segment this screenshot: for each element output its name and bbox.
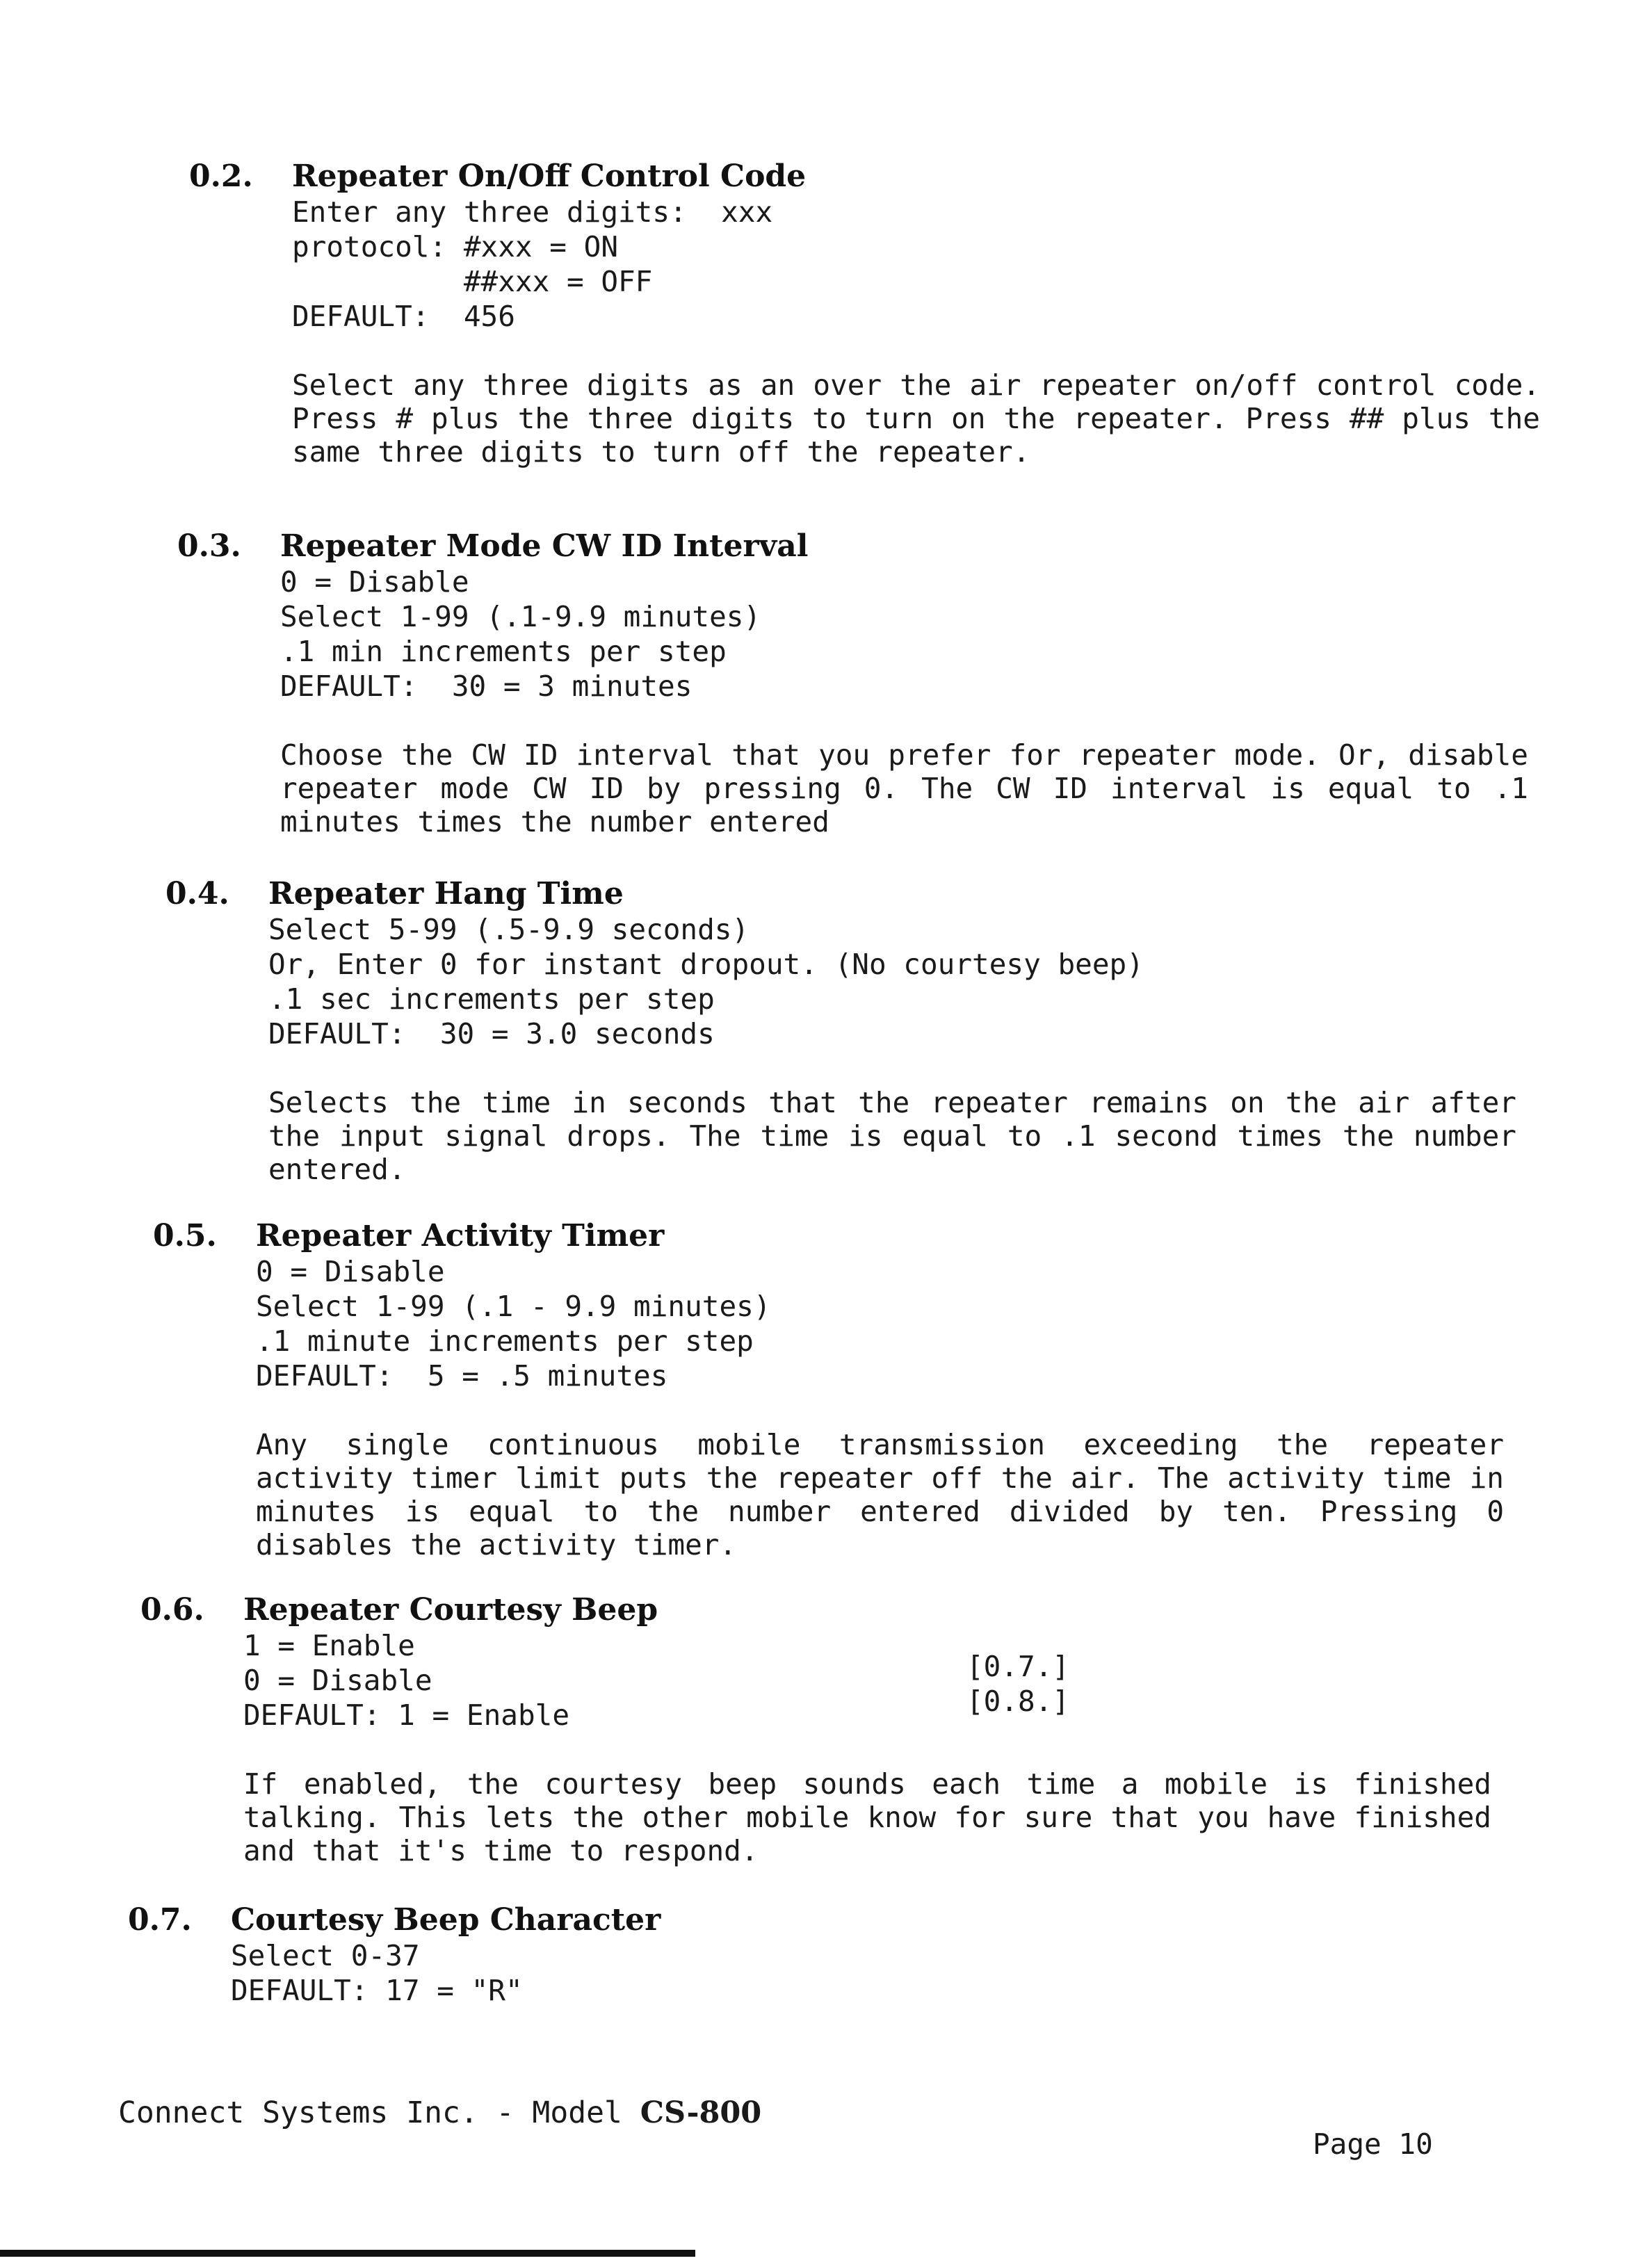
- section-heading: [165, 876, 1521, 912]
- setting-line: Select 1-99 (.1 - 9.9 minutes): [256, 1290, 771, 1323]
- setting-line: .1 min increments per step: [280, 635, 727, 668]
- section-description: If enabled, the courtesy beep sounds each time a mobile is finished talking. This lets the other mobile know for sure that you have finished and that it's time to respond.: [243, 1767, 1491, 1867]
- section-0-7: [128, 1902, 1484, 2008]
- setting-line: .1 minute increments per step: [256, 1324, 754, 1358]
- section-number: 0.6.: [140, 1592, 204, 1628]
- section-title: Repeater Courtesy Beep: [243, 1592, 658, 1628]
- setting-line: Select 1-99 (.1-9.9 minutes): [280, 600, 761, 633]
- default-line: DEFAULT: 1 = Enable: [243, 1698, 569, 1732]
- section-title: Repeater Hang Time: [268, 876, 624, 911]
- default-line: DEFAULT: 17 = "R": [231, 1974, 523, 2007]
- section-description: Any single continuous mobile transmission exceeding the repeater activity timer limit puts the repeater off the air. The activity time in minutes is equal to the number entered divided by ten. Pressing 0 disables the activity timer.: [256, 1428, 1504, 1562]
- default-line: DEFAULT: 456: [292, 300, 515, 333]
- section-heading: [153, 1218, 1509, 1254]
- section-heading: [189, 159, 1545, 195]
- section-description: Choose the CW ID interval that you prefer for repeater mode. Or, disable repeater mode CW ID by pressing 0. The CW ID interval is equal to .1 minutes times the number entered: [280, 738, 1528, 838]
- default-line: DEFAULT: 30 = 3.0 seconds: [268, 1017, 715, 1051]
- bottom-rule: [0, 2250, 695, 2257]
- section-heading: [177, 528, 1533, 565]
- default-line: DEFAULT: 5 = .5 minutes: [256, 1359, 668, 1393]
- setting-line: ##xxx = OFF: [292, 265, 653, 298]
- setting-line: 0 = Disable: [243, 1664, 432, 1697]
- footer-company: [118, 2095, 761, 2130]
- footer-model: CS-800: [640, 2095, 762, 2130]
- setting-line: Or, Enter 0 for instant dropout. (No courtesy beep): [268, 948, 1144, 981]
- setting-line: Enter any three digits: xxx: [292, 195, 773, 229]
- section-0-5: [153, 1218, 1509, 1562]
- setting-line: 0 = Disable: [280, 565, 469, 599]
- section-number: 0.5.: [153, 1218, 217, 1254]
- section-title: Repeater Mode CW ID Interval: [280, 528, 809, 564]
- setting-line: 1 = Enable: [243, 1629, 415, 1662]
- section-number: 0.7.: [128, 1902, 192, 1938]
- section-description: Selects the time in seconds that the repeater remains on the air after the input signal drops. The time is equal to .1 second times the number entered.: [268, 1086, 1516, 1186]
- section-0-3: [177, 528, 1533, 838]
- section-heading: [128, 1902, 1484, 1938]
- section-heading: [140, 1592, 1496, 1628]
- section-title: Repeater On/Off Control Code: [292, 159, 807, 194]
- cross-reference: [0.8.]: [966, 1685, 1070, 1718]
- setting-line: Select 5-99 (.5-9.9 seconds): [268, 913, 750, 946]
- section-0-4: [165, 876, 1521, 1186]
- section-description: Select any three digits as an over the air repeater on/off control code. Press # plus the three digits to turn on the repeater. Press ## plus the same three digits to turn off the repeater.: [292, 368, 1540, 469]
- section-number: 0.2.: [189, 159, 253, 194]
- section-title: Courtesy Beep Character: [231, 1902, 661, 1938]
- setting-line: 0 = Disable: [256, 1255, 445, 1288]
- section-number: 0.3.: [177, 528, 241, 564]
- section-0-2: [189, 159, 1545, 469]
- footer-company-text: Connect Systems Inc. - Model: [118, 2095, 640, 2130]
- setting-line: Select 0-37: [231, 1939, 420, 1972]
- section-0-6: [140, 1592, 1496, 1867]
- section-title: Repeater Activity Timer: [256, 1218, 665, 1254]
- section-number: 0.4.: [165, 876, 229, 911]
- setting-line: protocol: #xxx = ON: [292, 230, 618, 263]
- page-number: Page 10: [1313, 2127, 1433, 2161]
- default-line: DEFAULT: 30 = 3 minutes: [280, 670, 693, 703]
- cross-reference: [0.7.]: [966, 1650, 1070, 1683]
- setting-line: .1 sec increments per step: [268, 982, 715, 1016]
